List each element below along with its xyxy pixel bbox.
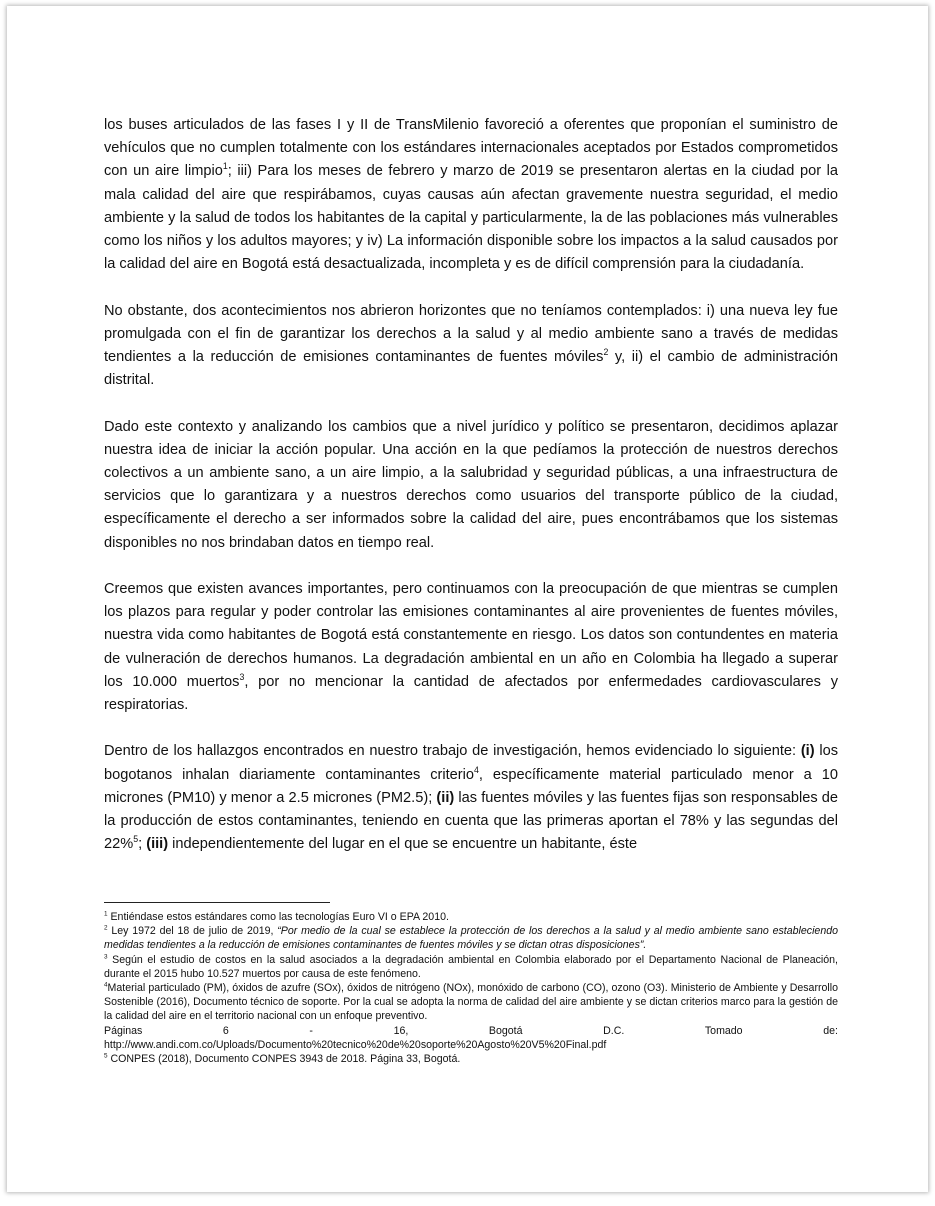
footnote-separator [104, 902, 330, 903]
footnote-4-url[interactable]: http://www.andi.com.co/Uploads/Documento%20tecnico%20de%20soporte%20Agosto%20V5%20Final.pdf [104, 1038, 607, 1051]
footnote-4-pages-row [104, 1024, 838, 1038]
p5-text-f: independientemente del lugar en el que se encuentre un habitante, éste [168, 836, 638, 853]
footnote-5-number: 5 [104, 1052, 108, 1060]
footnote-4-word: Páginas [104, 1024, 143, 1037]
footnote-3-text: Según el estudio de costos en la salud asociados a la degradación ambiental en Colombia elaborado por el Departamento Nacional de Planeación, durante el 2015 hubo 10.527 muertos por causa de este fenómeno. [104, 953, 838, 980]
footnotes [104, 910, 838, 1066]
p5-text-b: los bogotanos inhalan diariamente contaminantes criterio [104, 743, 838, 783]
footnote-4 [104, 981, 838, 1024]
footnote-5 [104, 1052, 838, 1066]
p4-text-a: Creemos que existen avances importantes, pero continuamos con la preocupación de que mientras se cumplen los plazos para regular y poder controlar las emisiones contaminantes al aire provenientes de fuentes móviles, nuestra vida como habitantes de Bogotá está constantemente en riesgo. Los datos son contundentes en materia de vulneración de derechos humanos. La degradación ambiental en un año en Colombia ha llegado a superar los 10.000 muertos [104, 581, 838, 690]
footnote-5-text: CONPES (2018), Documento CONPES 3943 de 2018. Página 33, Bogotá. [107, 1053, 461, 1066]
footnote-ref-3: 3 [239, 671, 245, 682]
footnote-1-number: 1 [104, 910, 108, 918]
item-marker-ii: (ii) [436, 789, 455, 806]
paragraph-3: Dado este contexto y analizando los cambios que a nivel jurídico y político se presentaron, decidimos aplazar nuestra idea de iniciar la acción popular. Una acción en la que pedíamos la protección de nuestros derechos colectivos a un ambiente sano, a un aire limpio, a la salubridad y seguridad públicas, a una infraestructura de servicios que lo garantizara y a nuestros derechos como usuarios del transporte público de la ciudad, específicamente el derecho a ser informados sobre la calidad del aire, pues encontrábamos que los sistemas disponibles no nos brindaban datos en tiempo real. [104, 418, 838, 551]
p5-text-a: Dentro de los hallazgos encontrados en nuestro trabajo de investigación, hemos evidenciado lo siguiente: [104, 743, 801, 760]
footnote-4-number: 4 [104, 981, 108, 989]
footnote-4-word: Bogotá [488, 1024, 523, 1037]
footnote-3-number: 3 [104, 953, 108, 961]
footnote-4-word: de: [823, 1024, 838, 1037]
footnote-ref-2: 2 [603, 347, 609, 358]
paragraph-1 [104, 114, 838, 276]
footnote-2-text: Ley 1972 del 18 de julio de 2019, [107, 925, 278, 938]
footnote-3 [104, 953, 838, 981]
p5-text-c: , específicamente material particulado menor a 10 micrones (PM10) y menor a 2.5 micrones (PM2.5); [104, 766, 838, 806]
body-text [104, 114, 838, 880]
footnote-ref-4: 4 [474, 764, 479, 775]
p4-text-b: , por no mencionar la cantidad de afectados por enfermedades cardiovasculares y respiratorias. [104, 673, 838, 714]
footnote-4-word: 16, [393, 1024, 409, 1037]
p2-text-a: No obstante, dos acontecimientos nos abrieron horizontes que no teníamos contemplados: i) una nueva ley fue promulgada con el fin de garantizar los derechos a la salud y al medio ambiente sano a través de medidas tendientes a la reducción de emisiones contaminantes de fuentes móviles [104, 302, 838, 366]
paragraph-4 [104, 578, 838, 717]
footnote-ref-5: 5 [133, 834, 139, 845]
item-marker-i: (i) [800, 743, 815, 760]
footnote-2-law-title: “Por medio de la cual se establece la protección de los derechos a la salud y al medio ambiente sano estableciendo medidas tendientes a la reducción de emisiones contaminantes de fuentes móviles y se dictan otras disposiciones”. [104, 925, 838, 952]
footnote-4-word: - [309, 1024, 313, 1037]
footnote-1-text: Entiéndase estos estándares como las tecnologías Euro VI o EPA 2010. [107, 911, 449, 923]
p1-text-b: ; iii) Para los meses de febrero y marzo de 2019 se presentaron alertas en la ciudad por la mala calidad del aire que respirábamos, cuyas causas aún afectan gravemente nuestra seguridad, el medio ambiente y la salud de todos los habitantes de la capital y particularmente, la de las poblaciones más vulnerables como los niños y los adultos mayores; y iv) La información disponible sobre los impactos a la salud causados por la calidad del aire en Bogotá está desactualizada, incompleta y es de difícil comprensión para la ciudadanía. [104, 163, 838, 273]
footnote-1 [104, 910, 838, 924]
item-marker-iii: (iii) [146, 836, 169, 853]
footnote-4-word: D.C. [603, 1024, 625, 1037]
footnote-4-text: Material particulado (PM), óxidos de azufre (SOx), óxidos de nitrógeno (NOx), monóxido de carbono (CO), ozono (O3). Ministerio de Ambiente y Desarrollo Sostenible (2016), Documento técnico de soporte. Por la cual se adopta la norma de calidad del aire ambiente y se dictan criterios marco para la gestión de la calidad del aire en el territorio nacional con un enfoque preventivo. [104, 982, 838, 1023]
paragraph-2 [104, 300, 838, 393]
p1-text-a: los buses articulados de las fases I y II de TransMilenio favoreció a oferentes que proponían el suministro de vehículos que no cumplen totalmente con los estándares internacionales aceptados por Estados comprometidos con un aire limpio [104, 117, 838, 180]
footnote-4-word: Tomado [704, 1024, 743, 1037]
paragraph-5 [104, 740, 838, 856]
p2-text-b: y, ii) el cambio de administración distrital. [104, 349, 839, 389]
document-page [7, 6, 928, 1192]
footnote-2 [104, 924, 838, 952]
footnote-2-number: 2 [104, 924, 108, 932]
p5-text-d: las fuentes móviles y las fuentes fijas son responsables de la producción de estos contaminantes, teniendo en cuenta que las primeras aportan el 78% y las segundas del 22% [104, 789, 839, 853]
p5-text-e: ; [138, 836, 147, 853]
footnote-4-word: 6 [222, 1024, 229, 1037]
footnote-ref-1: 1 [222, 161, 228, 172]
